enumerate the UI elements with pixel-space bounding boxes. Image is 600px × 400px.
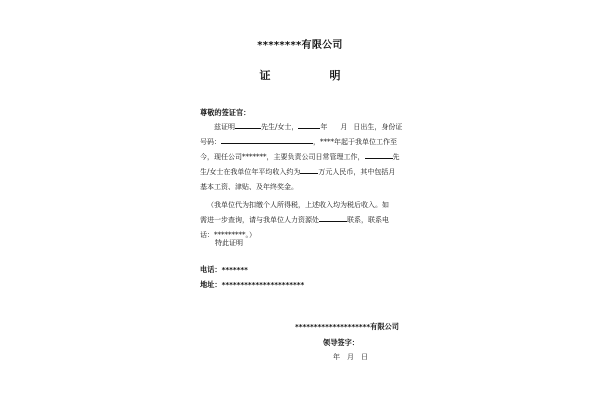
line2-text-a: 号码： (200, 138, 221, 146)
address-value: ********************** (221, 280, 305, 289)
body-line-4 (200, 165, 405, 180)
line3-text-b: 先 (392, 153, 400, 161)
line1-text-b: 先生/女士， (261, 123, 299, 131)
address-row (200, 280, 304, 290)
signature-label: 领导签字： (323, 338, 359, 347)
line6-text: （我单位代为扣缴个人所得税，上述收入均为税后收入。如 (207, 201, 389, 209)
body-line-8: 话：*********。） (200, 231, 256, 239)
company-header: ********有限公司 (257, 40, 343, 51)
line4-text-b: 万元人民币，其中包括月 (318, 168, 396, 176)
line1-text-d: 月 (340, 123, 348, 131)
body-line-3 (200, 150, 405, 165)
document-title: 证 明 (259, 69, 365, 82)
line1-text-c: 年 (320, 123, 328, 131)
body-line-7 (200, 213, 405, 228)
date-line: 年 月 日 (333, 353, 368, 361)
line4-text-a: 生/女士在我单位年平均收入约为 (200, 168, 301, 176)
body-line-6 (200, 198, 405, 213)
body-line-1 (200, 120, 405, 135)
line7-text-a: 需进一步查询，请与我单位人力资源处 (200, 216, 319, 224)
id-number-blank (221, 135, 313, 144)
body-line-2 (200, 135, 405, 150)
line3-text-a: 今，现任公司*******，主要负责公司日常管理工作， (200, 153, 365, 161)
salutation: 尊敬的签证官： (200, 108, 251, 117)
line2-text-b: ，****年起于我单位工作至 (313, 138, 397, 146)
footer-company: ********************有限公司 (295, 322, 399, 331)
line1-text-e: 日出生，身份证 (353, 123, 403, 131)
address-label: 地址： (200, 280, 222, 289)
name-blank-2 (365, 150, 393, 159)
closing-text: 特此证明 (215, 239, 243, 247)
line1-text-a: 兹证明 (214, 123, 235, 131)
line7-text-b: 联系，联系电 (347, 216, 389, 224)
name-blank (235, 120, 261, 129)
contact-person-blank (319, 213, 347, 222)
birth-year-blank (298, 120, 320, 129)
phone-row (200, 265, 248, 275)
body-line-5: 基本工资、津贴、及年终奖金。 (200, 183, 298, 191)
phone-value: ******* (221, 265, 248, 274)
phone-label: 电话： (200, 265, 222, 274)
income-blank (300, 165, 318, 174)
